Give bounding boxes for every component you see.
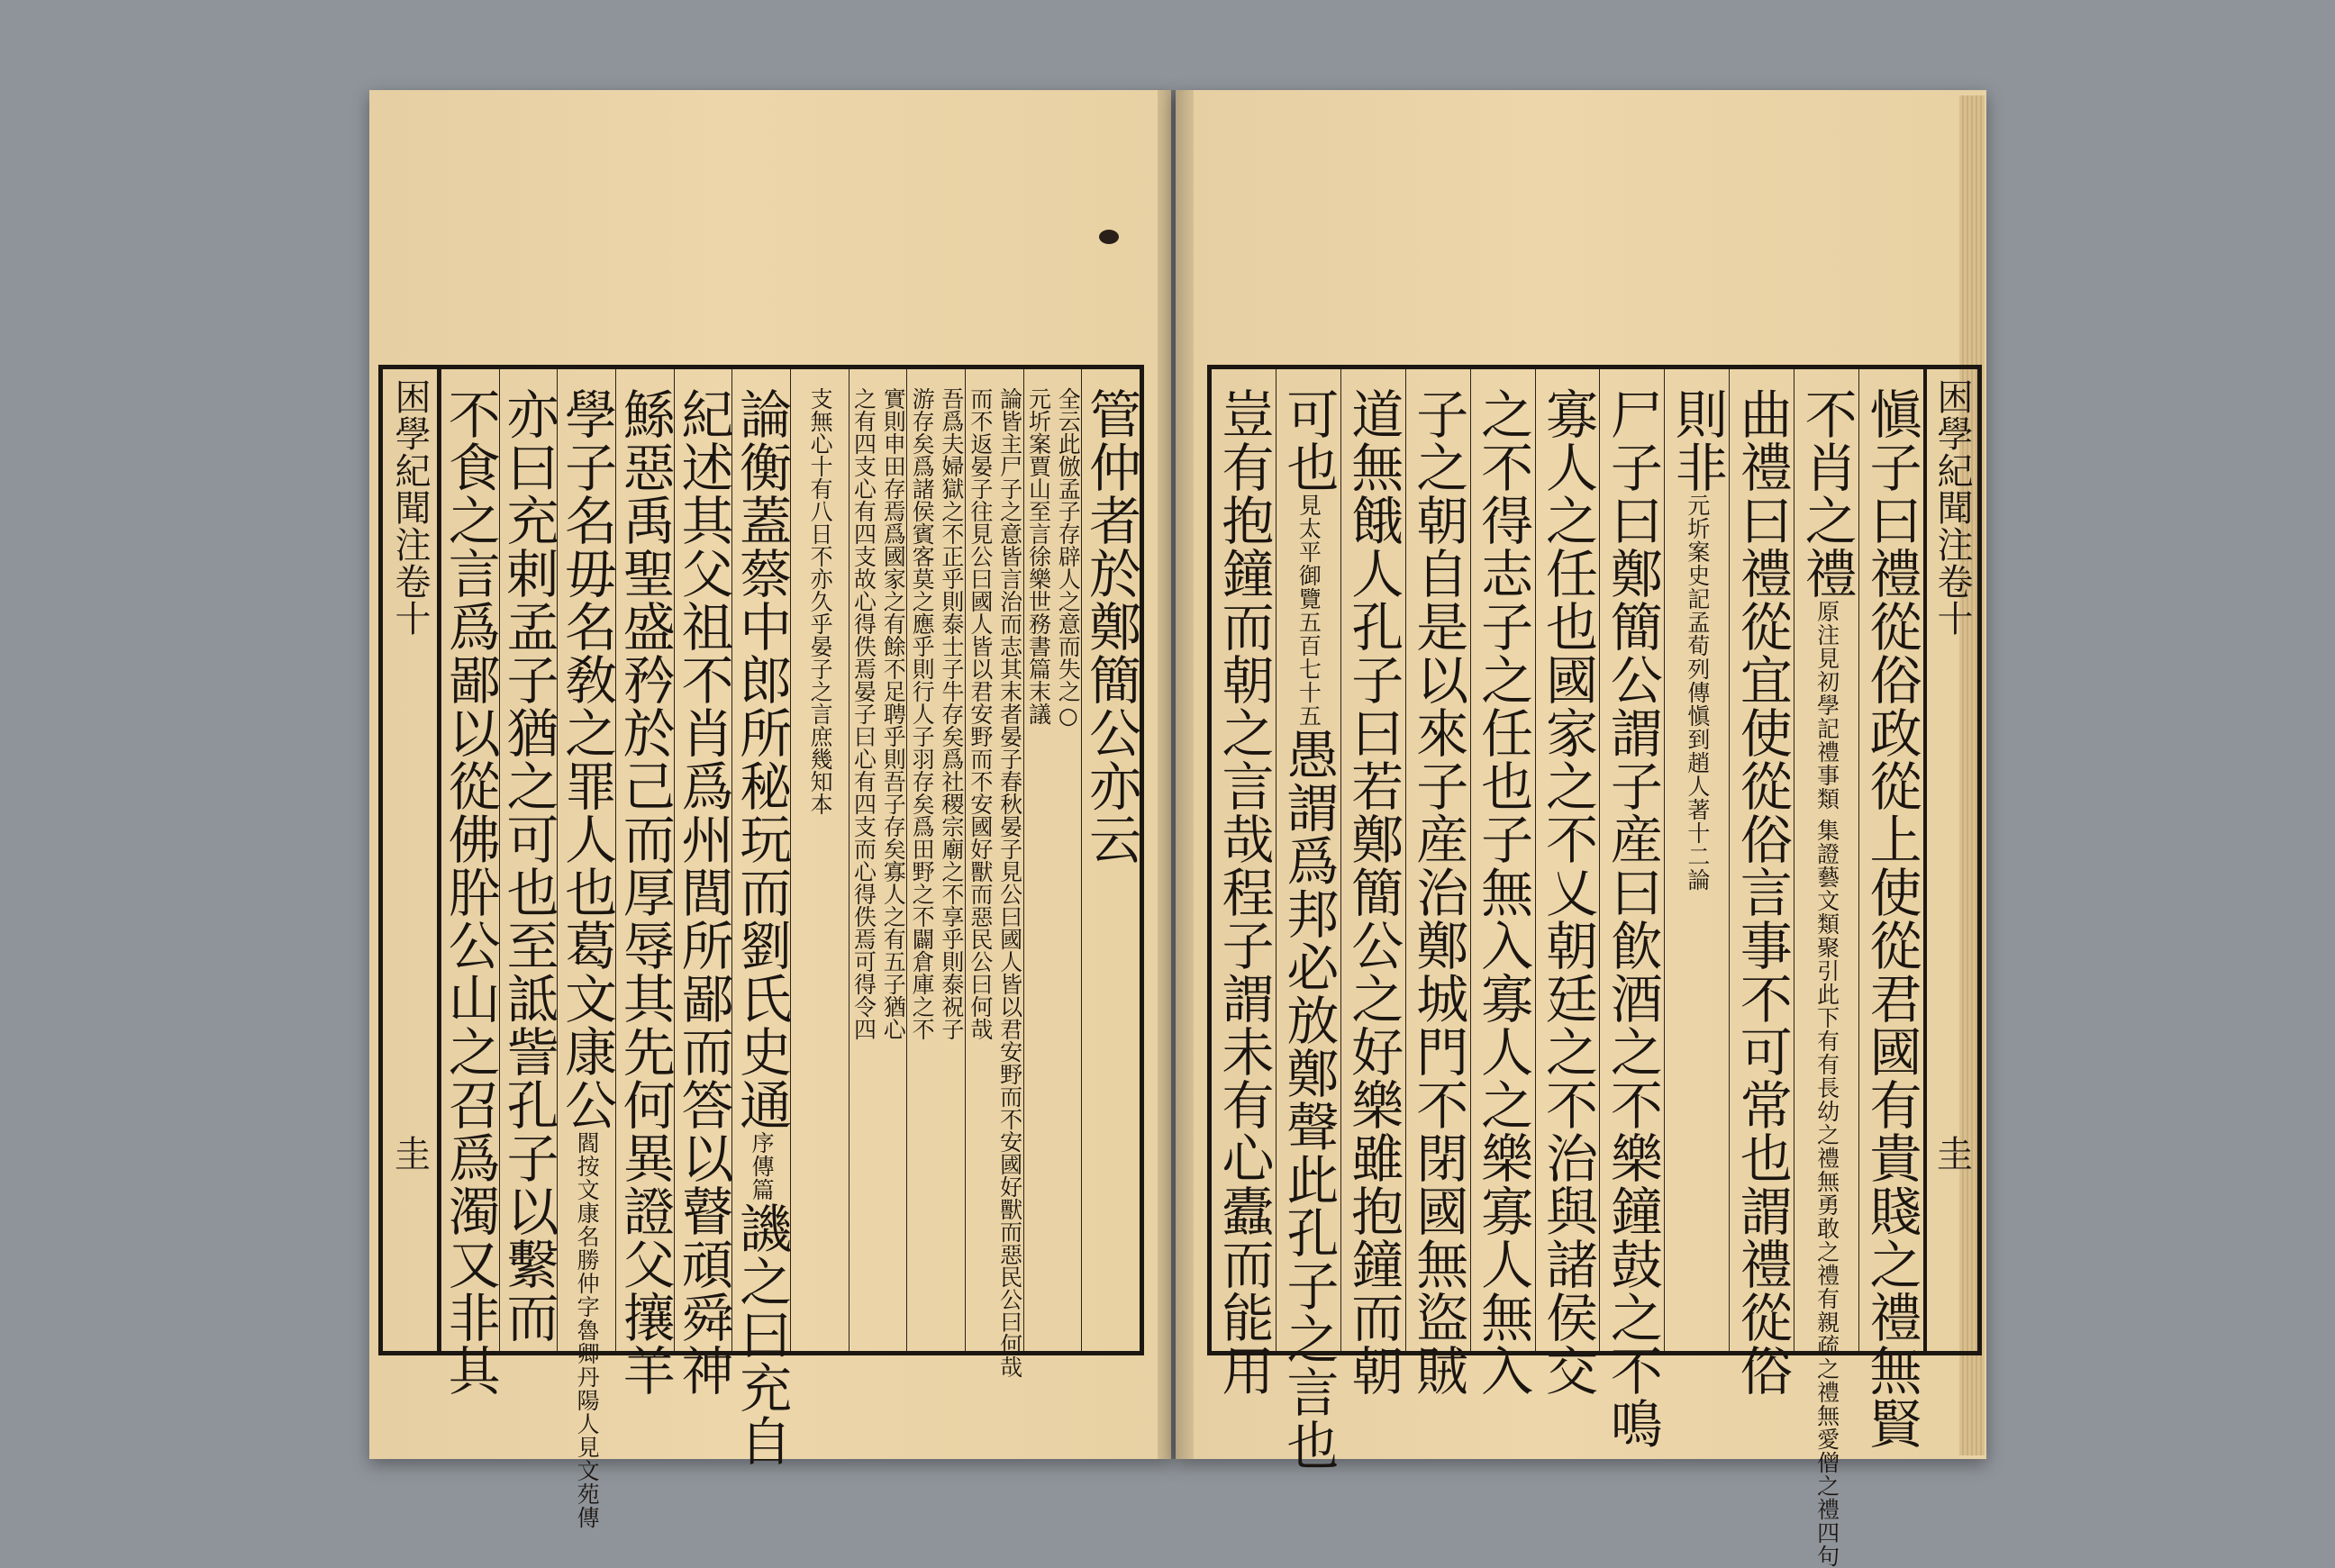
column-text: 道無餓人孔子曰若鄭簡公之好樂雖抱鐘而朝 [1342,387,1404,1397]
note-line: 元圻案賈山至言徐樂世務書篇末議 [1025,387,1052,725]
column-text: 可也見太平御覽五百七十五愚謂爲邦必放鄭聲此孔子之言也 [1277,387,1340,1472]
column-text: 不食之言爲鄙以從佛肸公山之召爲濁又非其 [439,387,501,1397]
right-margin-column [1923,369,1977,1351]
note-line: 吾爲夫婦獄之不正乎則泰士子牛存矣爲社稷宗廟之不享乎則泰祝子 [938,387,965,1040]
note-line: 全云此倣孟子存辟人之意而失之○ [1055,387,1082,729]
text-column [1276,369,1340,1472]
margin-title: 困學紀聞注卷十 [388,378,431,637]
text-column [672,369,734,1397]
text-column [1599,369,1664,1450]
text-column [1729,369,1794,1397]
column-text: 論衡蓋蔡中郎所秘玩而劉氏史通序傳篇譏之曰充自 [731,387,793,1467]
column-text: 曲禮曰禮從宜使從俗言事不可常也謂禮從俗 [1731,387,1793,1397]
text-column [1081,369,1140,1351]
column-text: 則非元圻案史記孟荀列傳愼到趙人著十二論 [1666,387,1728,892]
left-margin-column [383,369,441,1351]
text-column [1664,369,1729,1351]
margin-title: 困學紀聞注卷十 [1931,378,1973,637]
inline-note: 閻按文康名勝仲字魯卿丹陽人見文苑傳 [574,1131,601,1529]
text-column [1858,369,1923,1450]
book-gutter [1158,90,1194,1459]
page-number: 圭 [1931,1135,1973,1171]
inline-note: 原注見初學記禮事類 集證藝文類聚引此下有有長幼之禮無勇敢之禮有親疏之禮無愛僧之禮四句 [1813,600,1840,1568]
note-column [790,369,849,1351]
text-column [1470,369,1535,1397]
inline-note: 序傳篇 [749,1131,776,1201]
column-text: 紀述其父祖不肖爲州閭所鄙而答以瞽頑舜神 [672,387,734,1397]
column-text: 寡人之任也國家之不乂朝廷之不治與諸侯交 [1537,387,1599,1397]
text-column [731,369,793,1467]
note-line: 支無心十有八日不亦久乎晏子之言庶幾知本 [807,387,834,815]
column-text: 尸子曰鄭簡公謂子産曰飮酒之不樂鐘鼓之不鳴 [1601,387,1663,1450]
note-line: 之有四支心有四支故心得佚焉晏子曰心有四支而心得佚焉可得令四 [850,387,877,1040]
text-column [1794,369,1858,1568]
inline-note: 見太平御覽五百七十五 [1295,494,1322,728]
column-text: 鯀惡禹聖盛矜於己而厚辱其先何異證父攘羊 [613,387,676,1397]
note-column [906,369,965,1351]
text-column [1535,369,1600,1397]
text-column [556,369,618,1529]
column-text: 亦曰充剌孟子猶之可也至詆訾孔子以繫而 [497,387,559,1344]
text-column [439,369,501,1397]
text-column [613,369,676,1397]
column-text: 豈有抱鐘而朝之言哉程子謂未有心蠹而能用 [1213,387,1275,1397]
column-text: 之不得志子之任也子無入寡人之樂寡人無入 [1472,387,1534,1397]
note-line: 實則申田存焉爲國家之有餘不足聘乎則吾子存矣寡人之有五子猶心 [880,387,907,1040]
note-line: 而不返晏子往見公曰國人皆以君安野而不安國好獸而惡民公曰何哉 [967,387,994,1040]
page-number: 圭 [388,1135,431,1171]
right-page-frame [1207,365,1982,1568]
left-page-frame [378,365,1144,1529]
text-column [1212,369,1276,1397]
note-column [965,369,1023,1378]
note-line: 論皆主尸子之意皆言治而志其末者晏子春秋晏子見公曰國人皆以君安野而不安國好獸而惡民公曰何哉 [996,387,1023,1378]
column-text: 不肖之禮原注見初學記禮事類 集證藝文類聚引此下有有長幼之禮無勇敢之禮有親疏之禮無愛僧之禮四句 [1795,387,1858,1568]
ink-stain [1099,230,1119,244]
column-text: 子之朝自是以來子産治鄭城門不閉國無盜賊 [1407,387,1469,1397]
text-column [499,369,558,1351]
left-page [369,90,1171,1529]
column-text: 管仲者於鄭簡公亦云 [1080,387,1142,866]
right-page [1176,90,1986,1568]
text-column [1405,369,1470,1397]
open-book [360,90,2000,1568]
text-column [1340,369,1405,1397]
note-column [1023,369,1082,1351]
column-text: 愼子曰禮從俗政從上使從君國有貴賤之禮無賢 [1860,387,1922,1450]
column-text: 學子名毋名敎之罪人也葛文康公閻按文康名勝仲字魯卿丹陽人見文苑傳 [556,387,618,1529]
note-line: 游存矣爲諸侯賓客莫之應乎則行人子羽存矣爲田野之不闢倉庫之不 [909,387,936,1040]
note-column [849,369,907,1351]
inline-note: 元圻案史記孟荀列傳愼到趙人著十二論 [1684,494,1711,892]
